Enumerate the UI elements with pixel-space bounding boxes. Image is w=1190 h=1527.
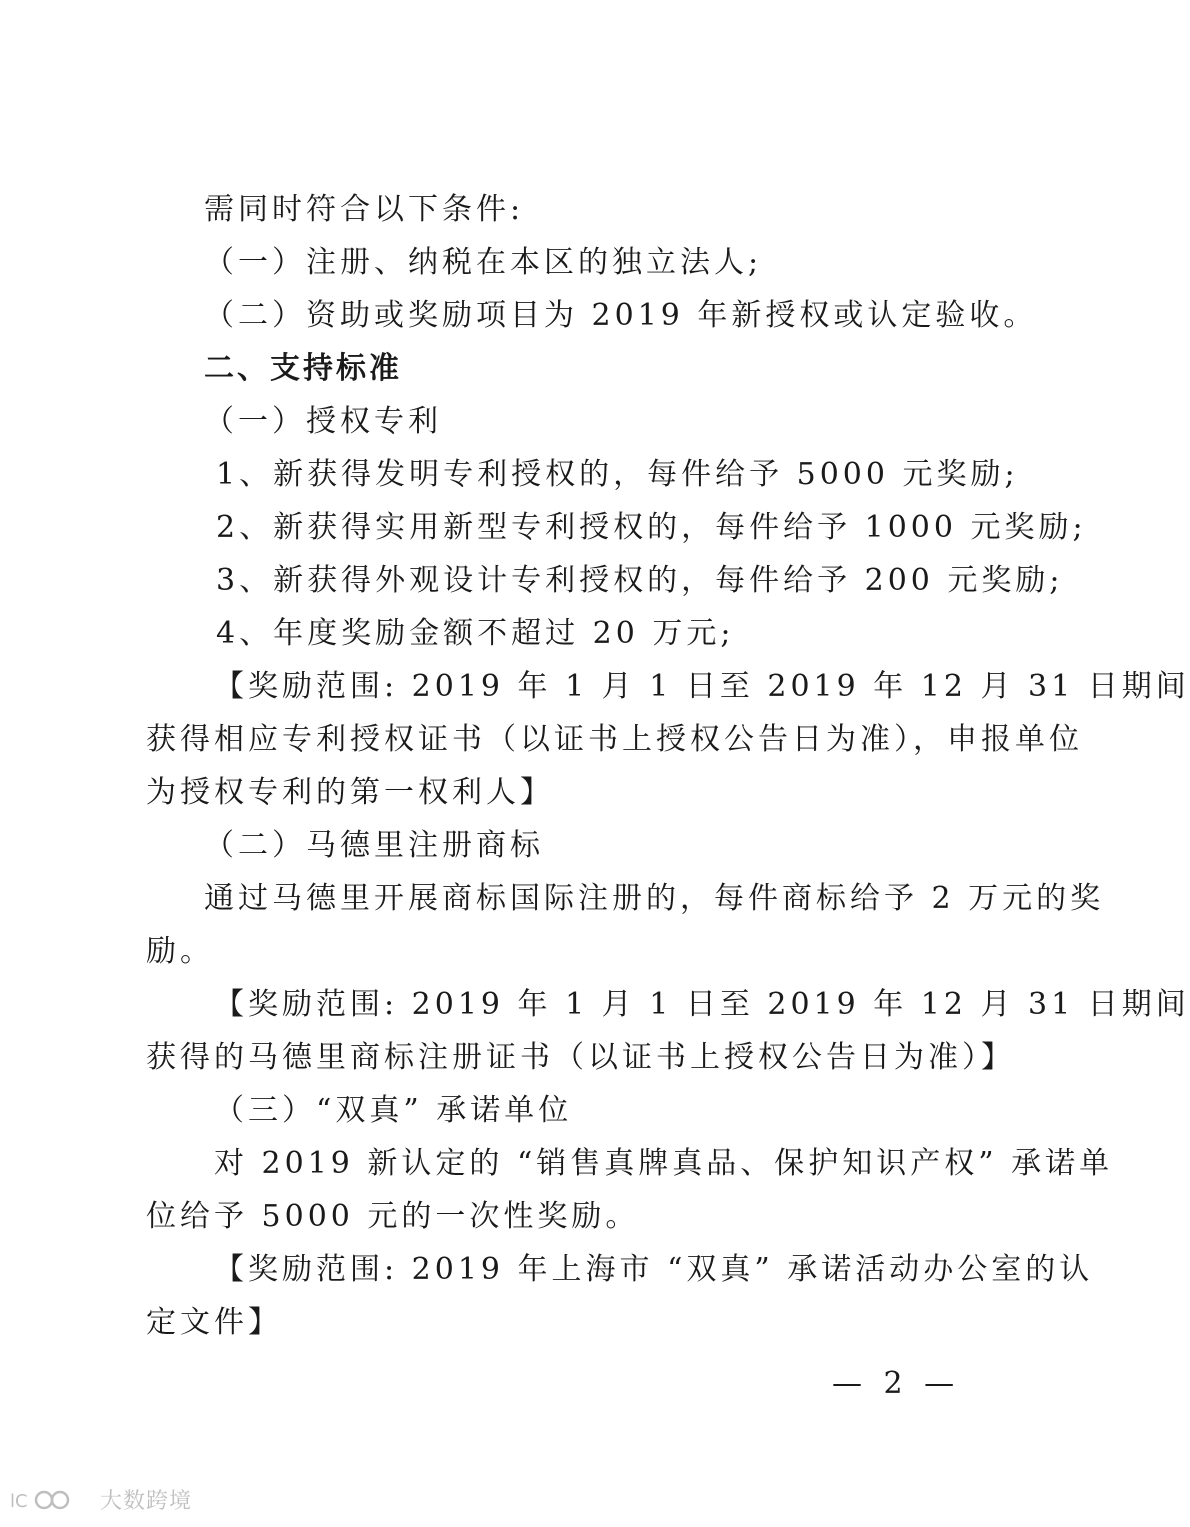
intro-conditions: 需同时符合以下条件: — [204, 192, 525, 227]
patent-item-3: 3、新获得外观设计专利授权的，每件给予 200 元奖励; — [216, 563, 1064, 598]
patent-scope-line-2: 获得相应专利授权证书（以证书上授权公告日为准），申报单位 — [146, 722, 1083, 757]
condition-2: （二）资助或奖励项目为 2019 年新授权或认定验收。 — [204, 298, 1038, 333]
madrid-scope-line-2: 获得的马德里商标注册证书（以证书上授权公告日为准）】 — [146, 1040, 1015, 1075]
section-heading-support-standards: 二、支持标准 — [204, 351, 402, 386]
shuangzhen-text-line-2: 位给予 5000 元的一次性奖励。 — [146, 1199, 640, 1234]
madrid-text-line-1: 通过马德里开展商标国际注册的，每件商标给予 2 万元的奖 — [204, 881, 1105, 916]
patent-item-4: 4、年度奖励金额不超过 20 万元; — [216, 616, 735, 651]
weibo-logo-icon — [8, 1485, 94, 1515]
madrid-text-line-2: 励。 — [146, 934, 214, 969]
subsection-madrid-trademark: （二）马德里注册商标 — [204, 828, 544, 863]
madrid-scope-line-1: 【奖励范围: 2019 年 1 月 1 日至 2019 年 12 月 31 日期间 — [214, 987, 1190, 1022]
shuangzhen-scope-line-2: 定文件】 — [146, 1305, 282, 1340]
watermark-text: 大数跨境 — [100, 1489, 193, 1514]
patent-scope-line-3: 为授权专利的第一权利人】 — [146, 775, 554, 810]
condition-1: （一）注册、纳税在本区的独立法人; — [204, 245, 763, 280]
svg-text:lC: lC — [10, 1490, 28, 1512]
shuangzhen-scope-line-1: 【奖励范围: 2019 年上海市 “双真” 承诺活动办公室的认 — [214, 1252, 1094, 1287]
patent-item-1: 1、新获得发明专利授权的，每件给予 5000 元奖励; — [216, 457, 1019, 492]
patent-scope-line-1: 【奖励范围: 2019 年 1 月 1 日至 2019 年 12 月 31 日期间 — [214, 669, 1190, 704]
subsection-patents: （一）授权专利 — [204, 404, 442, 439]
watermark — [8, 1484, 192, 1515]
patent-item-2: 2、新获得实用新型专利授权的，每件给予 1000 元奖励; — [216, 510, 1087, 545]
subsection-shuangzhen: （三）“双真” 承诺单位 — [214, 1093, 573, 1128]
shuangzhen-text-line-1: 对 2019 新认定的 “销售真牌真品、保护知识产权” 承诺单 — [214, 1146, 1114, 1181]
page-number: — 2 — — [832, 1366, 961, 1401]
